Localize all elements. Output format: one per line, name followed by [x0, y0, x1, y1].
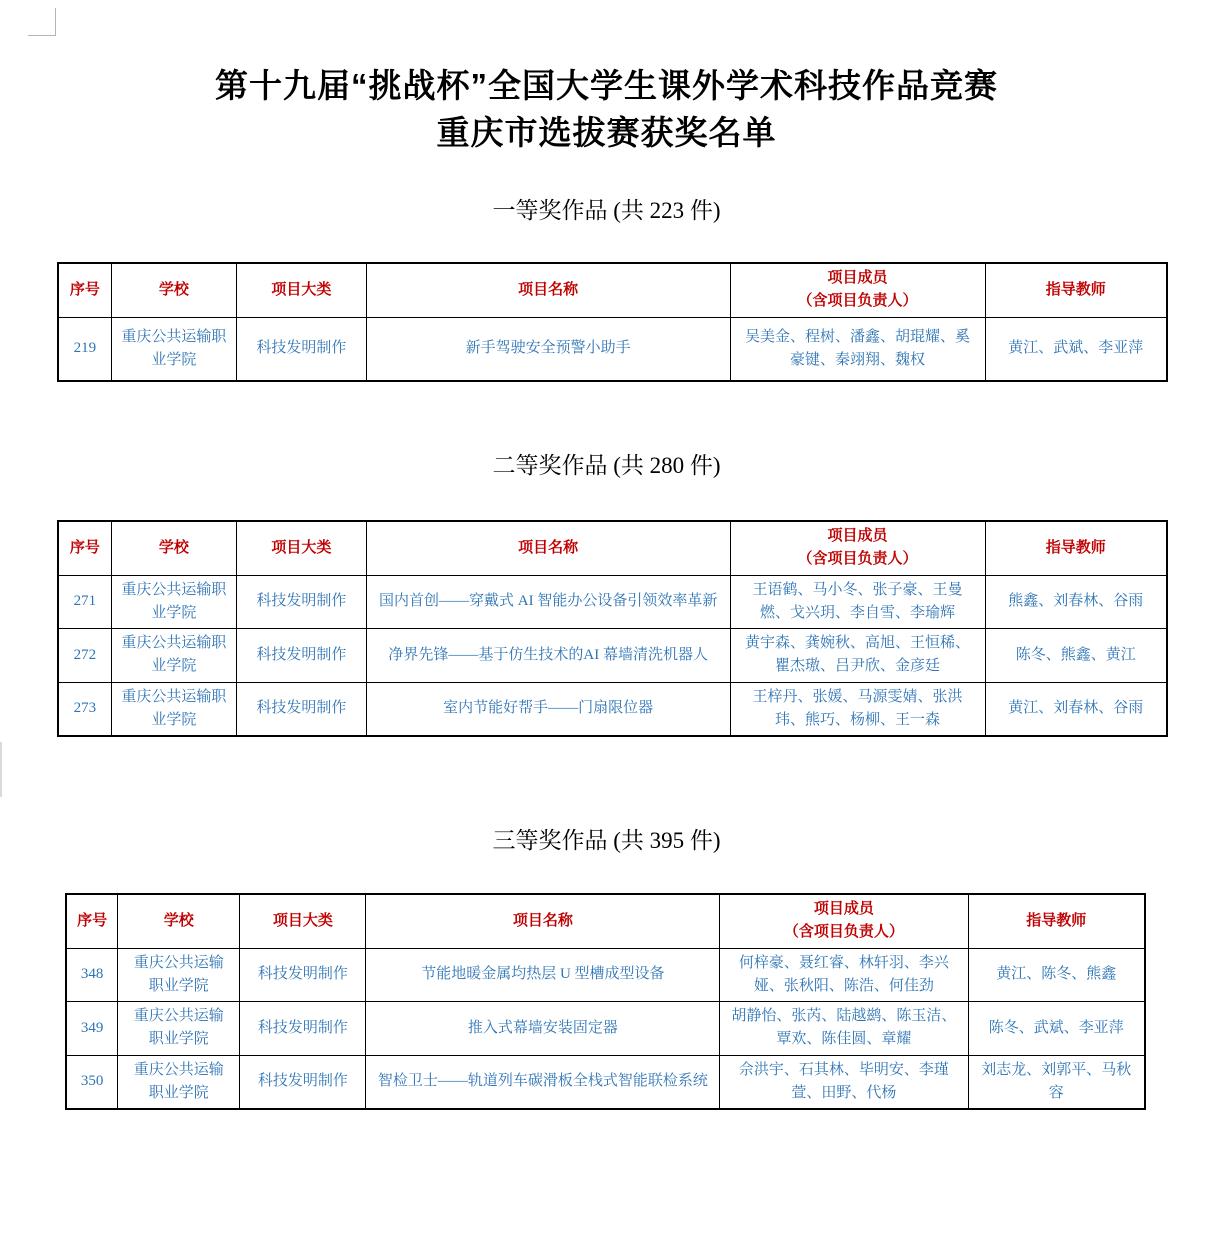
col-header-project: 项目名称 [366, 894, 720, 948]
cell-advisors: 陈冬、熊鑫、黄江 [985, 629, 1167, 683]
cell-project: 净界先锋——基于仿生技术的AI 幕墙清洗机器人 [366, 629, 730, 683]
cell-school: 重庆公共运输职业学院 [111, 629, 236, 683]
cell-category: 科技发明制作 [240, 1055, 366, 1109]
col-header-members [730, 521, 985, 575]
cell-school: 重庆公共运输职业学院 [118, 1055, 240, 1109]
col-header-project: 项目名称 [366, 521, 730, 575]
document-title-line1: 第十九届“挑战杯”全国大学生课外学术科技作品竞赛 [215, 67, 998, 104]
cell-advisors: 黄江、陈冬、熊鑫 [968, 948, 1145, 1002]
cell-index: 349 [66, 1002, 118, 1056]
col-header-members [720, 894, 968, 948]
award-table-third-prize [65, 893, 1146, 1110]
document-title-line2: 重庆市选拔赛获奖名单 [436, 114, 777, 151]
cell-school: 重庆公共运输职业学院 [111, 682, 236, 736]
col-header-category: 项目大类 [240, 894, 366, 948]
cell-members: 王语鹤、马小冬、张子豪、王曼燃、戈兴玥、李自雪、李瑜辉 [730, 575, 985, 629]
table-header-row [58, 521, 1167, 575]
cell-advisors: 黄江、武斌、李亚萍 [985, 317, 1167, 381]
col-header-advisors: 指导教师 [985, 521, 1167, 575]
cell-advisors: 陈冬、武斌、李亚萍 [968, 1002, 1145, 1056]
col-header-members [730, 263, 985, 317]
cell-members: 王梓丹、张媛、马源雯婧、张洪玮、熊巧、杨柳、王一森 [730, 682, 985, 736]
cell-category: 科技发明制作 [237, 317, 367, 381]
cell-members: 胡静怡、张芮、陆越鹚、陈玉洁、覃欢、陈佳圆、章耀 [720, 1002, 968, 1056]
cell-index: 271 [58, 575, 111, 629]
cell-category: 科技发明制作 [237, 629, 367, 683]
col-header-index: 序号 [58, 263, 111, 317]
col-header-school: 学校 [111, 263, 236, 317]
section-heading-third-prize: 三等奖作品 (共 395 件) [492, 828, 721, 853]
col-header-members-line2: （含项目负责人） [797, 551, 918, 568]
col-header-category: 项目大类 [237, 521, 367, 575]
cell-index: 272 [58, 629, 111, 683]
col-header-advisors: 指导教师 [985, 263, 1167, 317]
table-row [58, 575, 1167, 629]
cell-project: 智检卫士——轨道列车碳滑板全栈式智能联检系统 [366, 1055, 720, 1109]
section-heading-first-prize: 一等奖作品 (共 223 件) [492, 198, 721, 223]
cell-project: 新手驾驶安全预警小助手 [366, 317, 730, 381]
page-edge-line [0, 742, 2, 797]
document-title [0, 62, 1213, 156]
table-row [66, 1002, 1145, 1056]
award-table-first-prize [57, 262, 1168, 382]
table-row [66, 948, 1145, 1002]
cell-school: 重庆公共运输职业学院 [111, 575, 236, 629]
table-row [66, 1055, 1145, 1109]
cell-project: 节能地暖金属均热层 U 型槽成型设备 [366, 948, 720, 1002]
section-heading-second-prize: 二等奖作品 (共 280 件) [492, 453, 721, 478]
col-header-members-line2: （含项目负责人） [783, 924, 904, 941]
table-row [58, 317, 1167, 381]
cell-index: 273 [58, 682, 111, 736]
table-row [58, 682, 1167, 736]
cell-category: 科技发明制作 [237, 682, 367, 736]
col-header-index: 序号 [66, 894, 118, 948]
cell-advisors: 黄江、刘春林、谷雨 [985, 682, 1167, 736]
cell-index: 219 [58, 317, 111, 381]
col-header-school: 学校 [111, 521, 236, 575]
cell-members: 何梓豪、聂红睿、林轩羽、李兴娅、张秋阳、陈浩、何佳劲 [720, 948, 968, 1002]
cell-advisors: 熊鑫、刘春林、谷雨 [985, 575, 1167, 629]
cell-school: 重庆公共运输职业学院 [111, 317, 236, 381]
col-header-members-line1: 项目成员 [813, 901, 874, 917]
cell-members: 吴美金、程树、潘鑫、胡琨耀、奚豪键、秦翊翔、魏权 [730, 317, 985, 381]
table-row [58, 629, 1167, 683]
cell-project: 室内节能好帮手——门扇限位器 [366, 682, 730, 736]
cell-index: 348 [66, 948, 118, 1002]
col-header-category: 项目大类 [237, 263, 367, 317]
cell-category: 科技发明制作 [240, 1002, 366, 1056]
cell-category: 科技发明制作 [237, 575, 367, 629]
cell-members: 黄宇森、龚婉秋、高旭、王恒稀、瞿杰璈、吕尹欣、金彦廷 [730, 629, 985, 683]
cell-project: 国内首创——穿戴式 AI 智能办公设备引领效率革新 [366, 575, 730, 629]
table-header-row [66, 894, 1145, 948]
cell-school: 重庆公共运输职业学院 [118, 1002, 240, 1056]
award-table-second-prize [57, 520, 1168, 737]
table-header-row [58, 263, 1167, 317]
col-header-advisors: 指导教师 [968, 894, 1145, 948]
col-header-project: 项目名称 [366, 263, 730, 317]
col-header-members-line2: （含项目负责人） [797, 293, 918, 310]
page-margin-corner-mark [28, 8, 56, 36]
cell-school: 重庆公共运输职业学院 [118, 948, 240, 1002]
cell-project: 推入式幕墙安装固定器 [366, 1002, 720, 1056]
col-header-index: 序号 [58, 521, 111, 575]
cell-advisors: 刘志龙、刘郭平、马秋容 [968, 1055, 1145, 1109]
cell-index: 350 [66, 1055, 118, 1109]
col-header-members-line1: 项目成员 [827, 270, 888, 286]
col-header-school: 学校 [118, 894, 240, 948]
cell-category: 科技发明制作 [240, 948, 366, 1002]
col-header-members-line1: 项目成员 [827, 528, 888, 544]
cell-members: 佘洪宇、石其林、毕明安、李瑾萱、田野、代杨 [720, 1055, 968, 1109]
